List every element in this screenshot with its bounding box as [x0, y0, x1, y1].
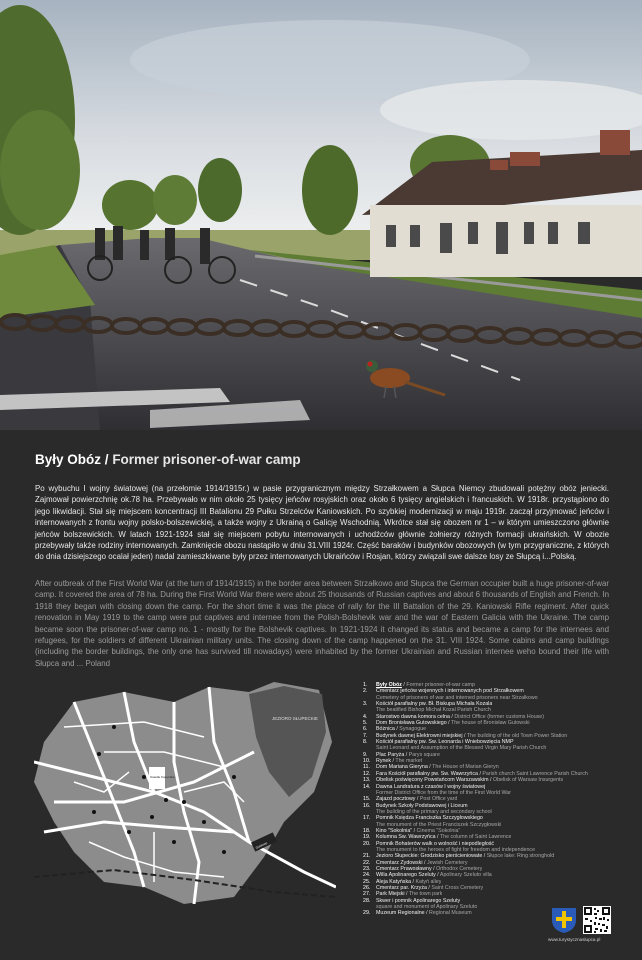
legend-label-english: Orthodox Cemetery — [436, 865, 483, 872]
legend-label-polish: Aleja Katyńska — [376, 878, 412, 885]
legend-label-polish: Willa Apolinarego Szeluty — [376, 872, 436, 879]
legend-label-polish: Jezioro Słupeckie: Grodzisko pierścieniowate — [376, 853, 483, 860]
legend-number: 24. — [363, 872, 371, 879]
legend-label-polish: Były Obóz — [376, 682, 402, 688]
legend-label-polish: Pomnik Bohaterów walk o wolność i niepodległość — [376, 840, 495, 847]
legend-number: 10. — [363, 758, 371, 765]
legend-number: 26. — [363, 885, 371, 891]
legend-separator: / — [391, 758, 396, 765]
lake-label: JEZIORO SŁUPECKIE — [272, 716, 319, 721]
page-title — [35, 452, 301, 467]
legend-label-polish: Skwer i pomnik Apolinarego Szeluty — [376, 897, 461, 904]
legend-label-english: Apolinary Szeluto villa — [439, 872, 492, 879]
legend-number: 14. — [363, 783, 371, 790]
legend-text — [376, 910, 472, 916]
legend-number: 13. — [363, 777, 371, 784]
legend-label-english: Słupce lake: Ring stronghold — [486, 853, 555, 860]
legend-separator: / — [422, 859, 427, 866]
legend-number: 29. — [363, 910, 371, 917]
legend-number: 2. — [363, 688, 368, 695]
legend-separator: / — [477, 770, 483, 777]
legend-separator: / — [431, 865, 437, 872]
website-url[interactable]: www.turystycznaslupca.pl — [548, 937, 601, 942]
legend-separator: / — [435, 872, 440, 879]
legend-label-polish: Zajazd pocztowy — [376, 796, 416, 803]
legend-separator: / — [462, 732, 467, 739]
legend-separator: / — [482, 853, 487, 860]
legend-label-polish: Cmentarz jeńców wojennych i internowanych pod Strzałkowem — [376, 688, 524, 695]
legend-label-english: square and monument of Apolinary Szeluto — [376, 904, 478, 911]
legend-separator: / — [446, 720, 451, 727]
legend-separator: / — [488, 777, 493, 784]
legend-label-english: The column of Saint Lawrence — [439, 834, 512, 841]
legend-label-polish: Fara Kościół parafialny pw. Św. Wawrzyńca — [376, 770, 478, 777]
legend-label-polish: Rynek — [376, 758, 392, 765]
legend-label-polish: Dawna Landratura z czasów I wojny światowej — [376, 783, 486, 790]
legend-label-english: The building of the primary and secondary school — [376, 808, 492, 815]
legend-label-polish: Cmentarz par. Krzyża — [376, 885, 427, 891]
gostowo-label: Gosłowo — [254, 840, 268, 850]
legend-separator: / — [424, 910, 430, 917]
legend-separator: / — [411, 878, 416, 885]
legend-label-english: The monument of the Priest Franciszek Szczygłowski — [376, 821, 502, 828]
legend-label-english: The monument to the heroes of fight for freedom and independence — [376, 846, 536, 853]
legend-label-polish: Budynek Szkoły Podstawowej i Liceum — [376, 802, 468, 809]
legend-separator: / — [412, 827, 417, 834]
legend-label-english: Jewish Cemetery — [426, 859, 468, 866]
legend-number: 18. — [363, 827, 371, 834]
legend-label-english: Saint Leonard and Assumption of the Blessed Virgin Mary Parish Church — [376, 745, 547, 752]
legend-label-polish: Park Miejski — [376, 891, 405, 898]
paragraph-english: After outbreak of the First World War (at the turn of 1914/1915) in the border area between Strzałkowo and Słupca the German occupier built a huge prisoner-of-war camp. It covered the area of 78 ha. During the First World War there were about 25 thousands of Russian captives and about 6 thousands of English and French. In 1918 they began with closing down the camp. For the short time it was the place of rally for the III Battalion of the 29. Kaniowski Rifle regiment. After quick renovation in May 1919 to the camp were put captives and internee from the Polish-Bolshevik war and the war of Eastern Galicia with the Ukraine. The camp became soon the prisoner-of-war camp no. 1 - mostly for the Bolshevik captives. In 1921-1924 it changed its status and became a camp for the internees and refugees, for the soldiers of different Ukrainian military units. The closing down of the camp happened on the 31. VIII 1924. Some cabins and camp buildings (including the border buildings, the only one has survived till nowadays) were inhabited by the former Ukrainian and Russian internee weho bound their life with Słupca and ... Poland — [35, 579, 609, 668]
legend-label-english: Obelisk of Warsaw Insurgents — [492, 777, 564, 784]
qr-code-icon — [583, 906, 611, 934]
legend-number: 3. — [363, 701, 368, 708]
legend-label-polish: Kino "Sokolnia" — [376, 827, 413, 834]
legend-label-polish: Plac Paryża — [376, 751, 405, 758]
legend-label-english: Saint Cross Cemetery — [431, 885, 484, 891]
legend-number: 28. — [363, 897, 371, 904]
legend-number: 6. — [363, 726, 368, 733]
legend-number: 22. — [363, 859, 371, 866]
legend-number: 8. — [363, 739, 368, 746]
legend-number: 11. — [363, 764, 370, 771]
legend-number: 27. — [363, 891, 371, 898]
town-map — [34, 682, 336, 904]
legend-label-polish: Cmentarz Prawosławny — [376, 865, 432, 872]
legend-number: 4. — [363, 713, 368, 720]
legend-number: 5. — [363, 720, 368, 727]
legend-label-polish: Starostwo dawna komora celna — [376, 713, 450, 720]
legend-label-polish: Kolumna Św. Wawrzyńca — [376, 834, 436, 841]
legend-label-english: Parish church Saint Lawrence Parish Church — [482, 770, 588, 777]
legend-label-english: The town park — [408, 891, 443, 898]
legend-label-polish: Kościół parafialny pw. Bł. Biskupa Michała Kozala — [376, 701, 493, 708]
legend-label-english: Former District Office from the time of the First World War — [376, 789, 511, 796]
legend-number: 12. — [363, 770, 371, 777]
legend-label-english: Cemetery of prisoners of war and interned prisoners near Strzałkowo — [376, 694, 538, 701]
legend-separator: / — [404, 891, 409, 898]
legend-number: 20. — [363, 840, 371, 847]
legend-label-english: The beatified Bishop Michał Kozal Parish Church — [376, 707, 491, 714]
legend-label-polish: Dom Bronisława Gutowskiego — [376, 720, 447, 727]
legend-label-polish: Bóżnica — [376, 726, 395, 733]
legend-label-english: Regional Museum — [429, 910, 472, 917]
legend-number: 9. — [363, 751, 368, 758]
road-scene-illustration — [0, 0, 642, 430]
legend-label-english: The House of Marian Gieryn — [432, 764, 499, 771]
legend-label-english: The house of Bronisław Gutowski — [450, 720, 530, 727]
legend-number: 17. — [363, 815, 371, 822]
legend-label-english: Parys square — [408, 751, 440, 758]
legend-separator: / — [426, 885, 432, 891]
legend-number: 16. — [363, 802, 371, 809]
title-english: Former prisoner-of-war camp — [112, 452, 301, 467]
legend-number: 21. — [363, 853, 371, 860]
legend-separator: / — [401, 682, 407, 688]
legend-label-polish: Obelisk poświęcony Powstańcom Warszawskim — [376, 777, 489, 784]
legend-separator: / — [415, 796, 420, 803]
legend-label-polish: Pomnik Księdza Franciszka Szczygłowskiego — [376, 815, 483, 822]
legend-separator: / — [394, 726, 400, 733]
legend-label-polish: Dom Mariana Gieryna — [376, 764, 428, 771]
legend-label-english: The building of the old Town Power Station — [466, 732, 568, 739]
legend-number: 25. — [363, 878, 371, 885]
legend-label-english: Katyń alley — [415, 878, 442, 885]
town-map-drawing — [34, 682, 336, 904]
title-polish: Były Obóz — [35, 452, 102, 467]
legend-label-english: Former prisoner-of-war camp — [406, 682, 475, 688]
legend-separator: / — [435, 834, 440, 841]
map-legend — [363, 682, 603, 917]
legend-label-polish: Budynek dawnej Elektrowni miejskiej — [376, 732, 463, 739]
legend-label-english: The market — [395, 758, 423, 765]
legend-label-english: Post Office yard — [419, 796, 458, 803]
paragraph-polish: Po wybuchu I wojny światowej (na przełomie 1914/1915r.) w pasie przygranicznym między Strzałkowem a Słupca Niemcy zbudowali potężny obóz jeniecki. Zajmował powierzchnię ok.78 ha. Przebywało w nim około 25 tysięcy jeńców rosyjskich oraz około 6 tysięcy angielskich i francuskich. W 1918r. przystąpiono do jego likwidacji. Stał się miejscem koncentracji III Batalionu 29 Pułku Strzelców Kaniowskich. Po szybkiej modernizacji w maju 1919r. zaczął przyjmować jeńców i internowanych z frontu wojny polsko-bolszewickiej, a także wojny z Ukrainą o Galicję Wschodnią. Wkrótce stał się obozem nr 1 – w którym umieszczono głównie jeńców bolszewickich. W latach 1921-1924 stał się miejscem pobytu internowanych i uchodźców głównie żołnierzy różnych formacji ukraińskich. W obozie przebywały także rodziny internowanych. Zamknięcie obozu nastąpiło w dniu 31.VIII 1924r. Część baraków i budynków obozowych (w tym przygraniczne, z których do dnia dzisiejszego ocalał jeden) nadal zamieszkiwane były przez internowanych Ukraińców i Rosjan, którzy związali swe dalsze losy ze Słupcą i...Polską. — [35, 484, 609, 562]
town-crest-icon — [551, 906, 577, 934]
legend-separator: / — [427, 764, 433, 771]
legend-number: 15. — [363, 796, 371, 803]
hero-photo — [0, 0, 642, 430]
legend-number: 7. — [363, 732, 368, 739]
legend-label-polish: Cmentarz Żydowski — [376, 859, 423, 866]
legend-label-polish: Kościół parafialny pw. Św. Leonarda i Wniebowzięcia NMP — [376, 739, 514, 746]
legend-label-english: District Office (former customs House) — [454, 713, 545, 720]
title-separator: / — [104, 452, 109, 467]
district-label: Osiedle Kopernika — [150, 775, 175, 779]
legend-separator: / — [404, 751, 409, 758]
legend-label-polish: Muzeum Regionalne — [376, 910, 425, 917]
legend-number: 19. — [363, 834, 371, 841]
legend-label-english: Synagogue — [399, 726, 427, 733]
legend-separator: / — [449, 713, 455, 720]
legend-number: 23. — [363, 865, 371, 872]
legend-number: 1. — [363, 682, 368, 688]
legend-label-english: Cinema "Sokolnia" — [416, 827, 461, 834]
